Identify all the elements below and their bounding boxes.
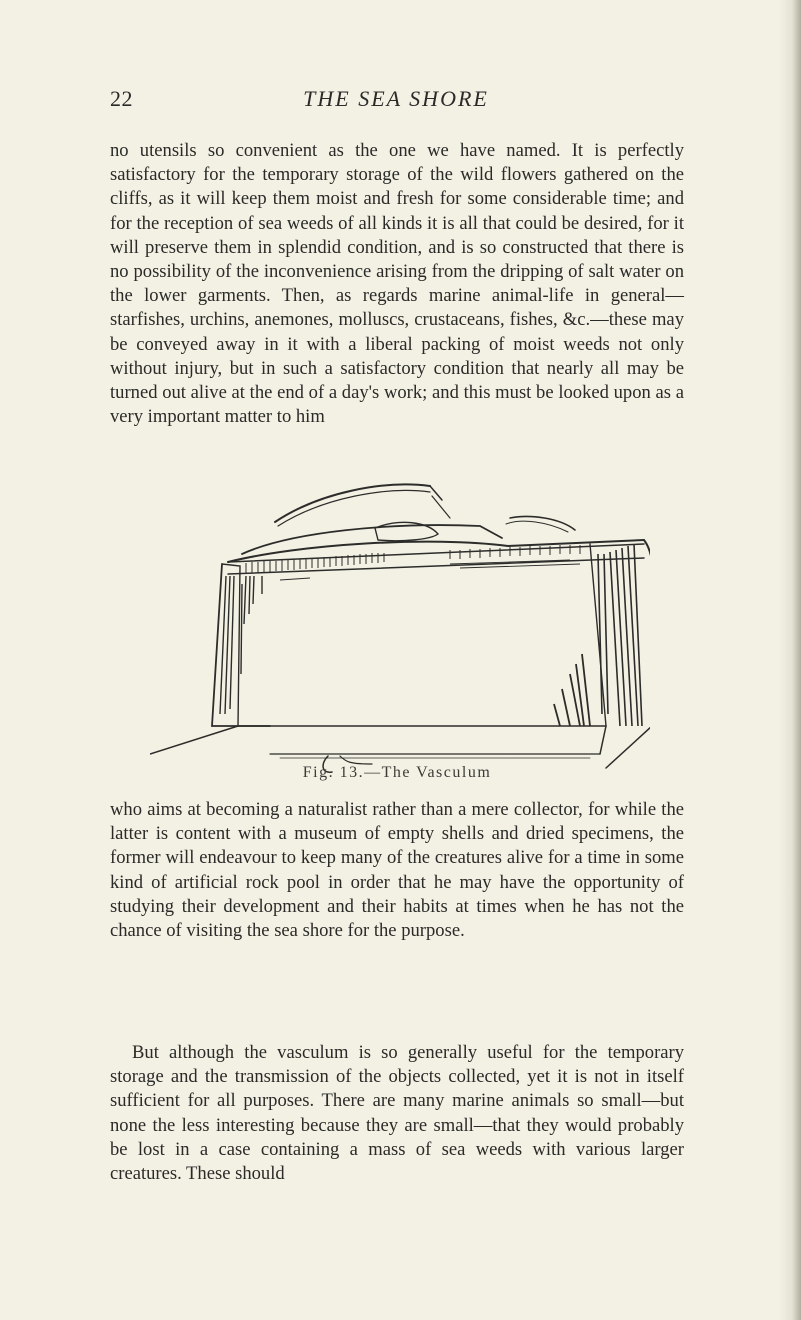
figure-caption: Fig. 13.—The Vasculum [302,764,492,781]
vasculum-illustration [150,474,650,779]
paragraph-3: But although the vasculum is so generally useful for the temporary storage and the transmission of the objects collected, yet it is not in itself sufficient for all purposes. There are many marine animals so small—but none the less interesting because they are small—that they would probably be lost in a case containing a mass of sea weeds with various larger creatures. These should [110,1042,684,1185]
page-edge-shadow [779,0,801,1320]
running-head [110,86,682,116]
running-title: THE SEA SHORE [303,86,489,111]
paragraph-1: no utensils so convenient as the one we have named. It is perfectly satisfactory for the temporary storage of the wild flowers gathered on the cliffs, as it will keep them moist and fresh for some considerable time; and for the reception of sea weeds of all kinds it is all that could be desired, for it will preserve them in splendid condition, and is so constructed that there is no possibility of the inconvenience arising from the dripping of salt water on the lower garments. Then, as regards marine animal-life in general—starfishes, urchins, anemones, molluscs, crustaceans, fishes, &c.—these may be conveyed away in it with a liberal packing of moist weeds not only without injury, but in such a satisfactory condition that nearly all may be turned out alive at the end of a day's work; and this must be looked upon as a very important matter to him [110,140,684,428]
page-number: 22 [110,86,133,111]
vasculum-drawing [150,474,650,779]
paragraph-2: who aims at becoming a naturalist rather than a mere collector, for while the latter is content with a museum of empty shells and dried specimens, the former will endeavour to keep many of the creatures alive for a time in some kind of artificial rock pool in order that he may have the opportunity of studying their development and their habits at times when he has not the chance of visiting the sea shore for the purpose. [110,799,684,942]
